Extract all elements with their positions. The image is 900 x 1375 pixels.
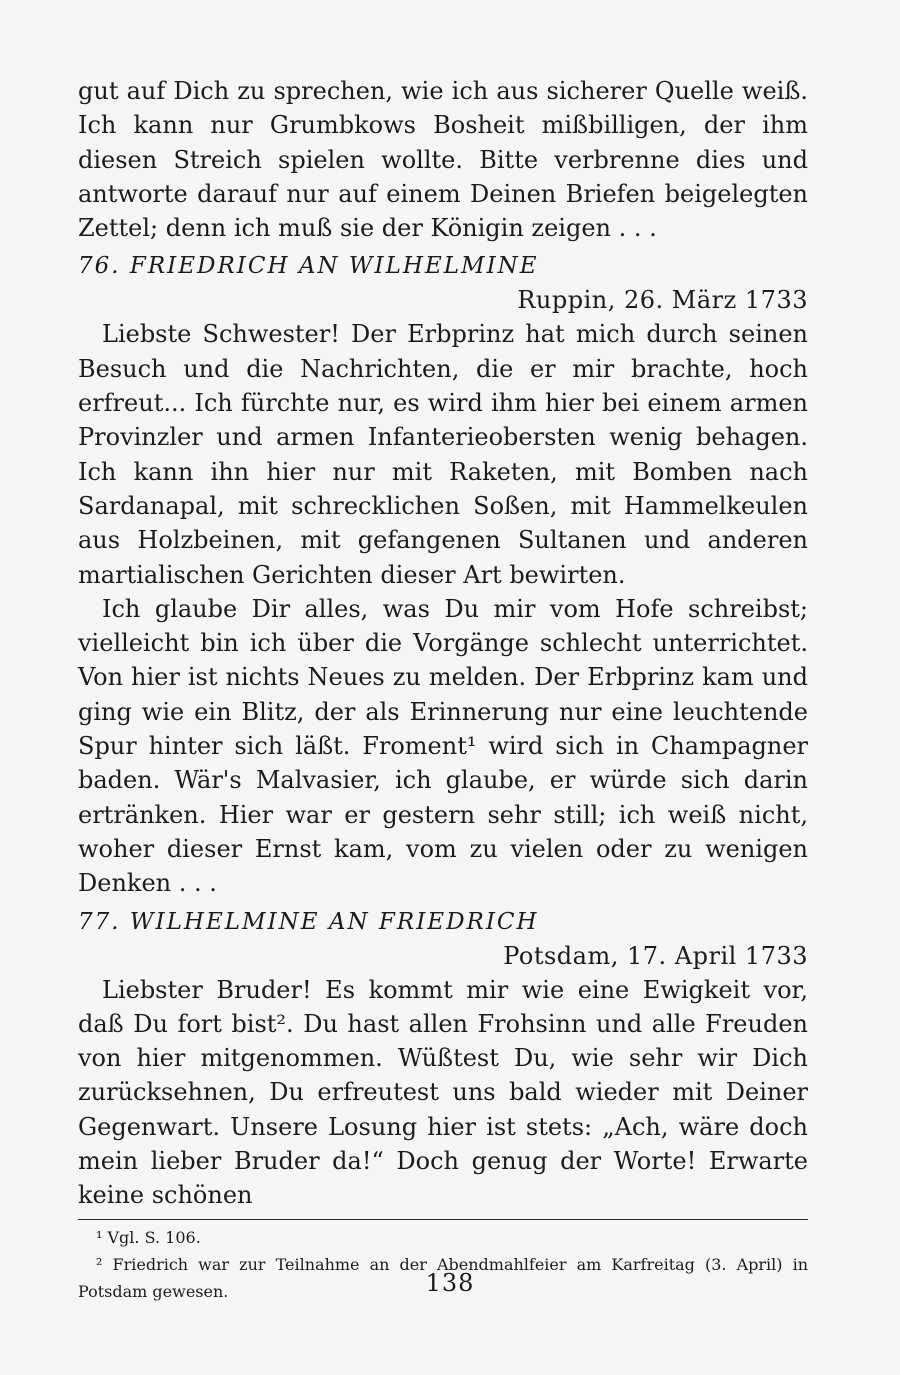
page-number: 138 <box>425 1269 475 1297</box>
letter-place-date: Potsdam, 17. April 1733 <box>503 941 808 970</box>
footnote-2: ² Friedrich war zur Teilnahme an der Abendmahlfeier am Karfreitag (3. April) in Potsdam gewesen. <box>78 1254 808 1301</box>
letter-heading: 76. FRIEDRICH AN WILHELMINE <box>78 253 539 280</box>
book-page <box>78 74 808 1305</box>
footnote-1: ¹ Vgl. S. 106. <box>96 1227 201 1247</box>
letter-place-date: Ruppin, 26. März 1733 <box>517 286 808 315</box>
footnote-divider <box>78 1219 808 1220</box>
letter-paragraph: Ich glaube Dir alles, was Du mir vom Hofe schreibst; vielleicht bin ich über die Vorgänge schlecht unterrichtet. Von hier ist nichts Neues zu melden. Der Erbprinz kam und ging wie ein Blitz, der als Erinnerung nur eine leuchtende Spur hinter sich läßt. Froment¹ wird sich in Champagner baden. Wär's Malvasier, ich glaube, er würde sich darin ertränken. Hier war er gestern sehr still; ich weiß nicht, woher dieser Ernst kam, vom zu vielen oder zu wenigen Denken . . . <box>78 594 808 898</box>
letter-heading: 77. WILHELMINE AN FRIEDRICH <box>78 908 539 935</box>
intro-paragraph: gut auf Dich zu sprechen, wie ich aus sicherer Quelle weiß. Ich kann nur Grumbkows Bosheit mißbilligen, der ihm diesen Streich spielen wollte. Bitte verbrenne dies und antworte darauf nur auf einem Deinen Briefen beigelegten Zettel; denn ich muß sie der Königin zeigen . . . <box>78 77 808 243</box>
letter-77 <box>78 905 808 1213</box>
letter-paragraph: Liebste Schwester! Der Erbprinz hat mich durch seinen Besuch und die Nachrichten, die er mir brachte, hoch erfreut... Ich fürchte nur, es wird ihm hier bei einem armen Provinzler und armen Infanterieobersten wenig behagen. Ich kann ihn hier nur mit Raketen, mit Bomben nach Sardanapal, mit schrecklichen Soßen, mit Hammelkeulen aus Holzbeinen, mit gefangenen Sultanen und anderen martialischen Gerichten dieser Art bewirten. <box>78 320 808 589</box>
letter-76 <box>78 249 808 900</box>
letter-paragraph: Liebster Bruder! Es kommt mir wie eine Ewigkeit vor, daß Du fort bist². Du hast allen Frohsinn und alle Freuden von hier mitgenommen. Wüßtest Du, wie sehr wir Dich zurücksehnen, Du erfreutest uns bald wieder mit Deiner Gegenwart. Unsere Losung hier ist stets: „Ach, wäre doch mein lieber Bruder da!“ Doch genug der Worte! Erwarte keine schönen <box>78 975 808 1210</box>
